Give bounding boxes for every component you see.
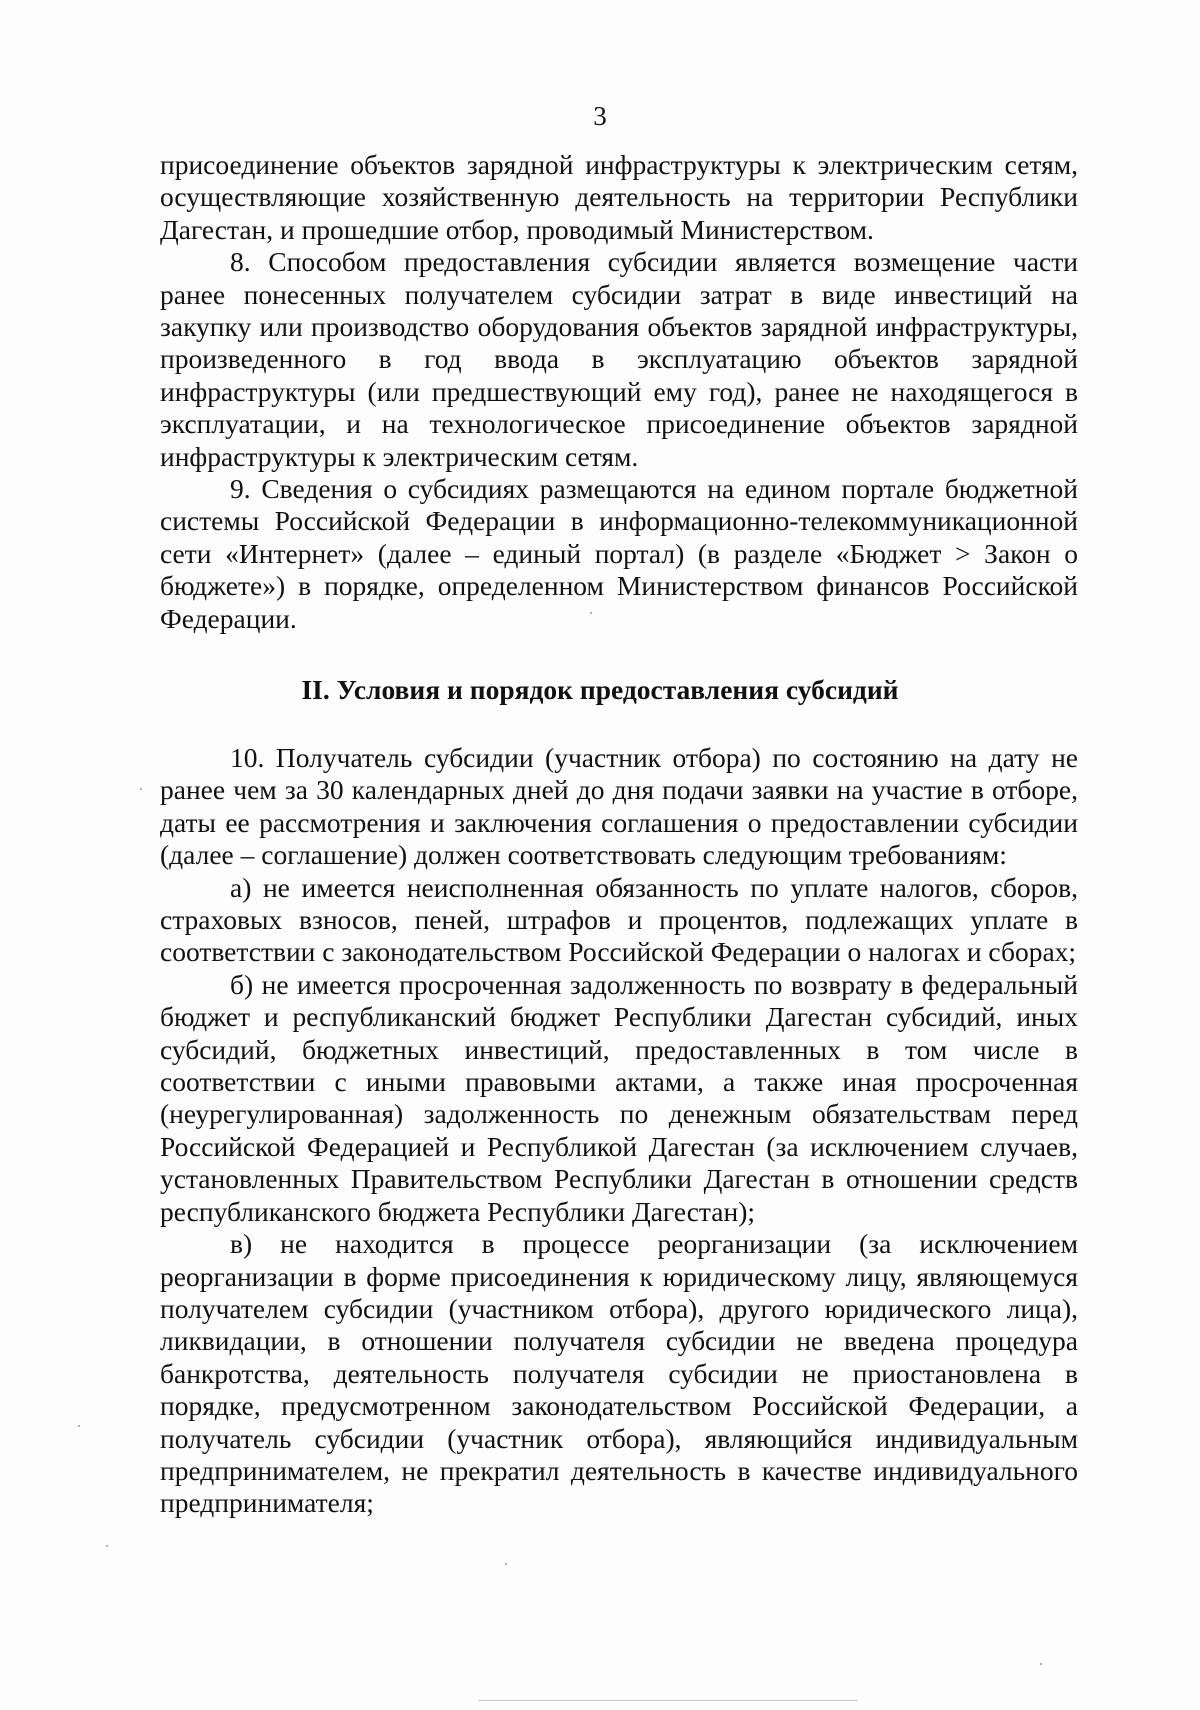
scan-speck bbox=[106, 1545, 108, 1547]
paragraph-10a: а) не имеется неисполненная обязанность по уплате налогов, сборов, страховых взносов, пеней, штрафов и процентов, подлежащих уплате в соответствии с законодательством Российской Федерации о налогах и сборах; bbox=[160, 871, 1078, 968]
section-heading: II. Условия и порядок предоставления субсидий bbox=[301, 674, 899, 705]
scan-speck bbox=[505, 1563, 507, 1565]
scan-speck bbox=[140, 788, 142, 790]
paragraph-8: 8. Способом предоставления субсидии является возмещение части ранее понесенных получателем субсидии затрат в виде инвестиций на закупку или производство оборудования объектов зарядной инфраструктуры, произведенного в год ввода в эксплуатацию объектов зарядной инфраструктуры (или предшествующий ему год), ранее не находящегося в эксплуатации, и на технологическое присоединение объектов зарядной инфраструктуры к электрическим сетям. bbox=[160, 246, 1078, 472]
scan-speck bbox=[590, 612, 592, 614]
paragraph-10b: б) не имеется просроченная задолженность по возврату в федеральный бюджет и республиканский бюджет Республики Дагестан субсидий, иных субсидий, бюджетных инвестиций, предоставленных в том числе в соответствии с иными правовыми актами, а также иная просроченная (неурегулированная) задолженность по денежным обязательствам перед Российской Федерацией и Республикой Дагестан (за исключением случаев, установленных Правительством Республики Дагестан в отношении средств республиканского бюджета Республики Дагестан); bbox=[160, 968, 1078, 1227]
scan-speck bbox=[78, 1425, 80, 1427]
scan-speck bbox=[1040, 1663, 1042, 1665]
paragraph-10v: в) не находится в процессе реорганизации (за исключением реорганизации в форме присоединения к юридическому лицу, являющемуся получателем субсидии (участником отбора), другого юридического лица), ликвидации, в отношении получателя субсидии не введена процедура банкротства, деятельность получателя субсидии не приостановлена в порядке, предусмотренном законодательством Российской Федерации, а получатель субсидии (участник отбора), являющийся индивидуальным предпринимателем, не прекратил деятельность в качестве индивидуального предпринимателя; bbox=[160, 1228, 1078, 1519]
page-number: 3 bbox=[593, 101, 607, 131]
paragraph-9: 9. Сведения о субсидиях размещаются на едином портале бюджетной системы Российской Федерации в информационно-телекоммуникационной сети «Интернет» (далее – единый портал) (в разделе «Бюджет > Закон о бюджете») в порядке, определенном Министерством финансов Российской Федерации. bbox=[160, 473, 1078, 634]
paragraph-10: 10. Получатель субсидии (участник отбора) по состоянию на дату не ранее чем за 30 календарных дней до дня подачи заявки на участие в отборе, даты ее рассмотрения и заключения соглашения о предоставлении субсидии (далее – соглашение) должен соответствовать следующим требованиям: bbox=[160, 742, 1078, 871]
text-block-before-heading bbox=[160, 149, 1078, 635]
paragraph-continuation: присоединение объектов зарядной инфраструктуры к электрическим сетям, осуществляющие хозяйственную деятельность на территории Республики Дагестан, и прошедшие отбор, проводимый Министерством. bbox=[160, 149, 1078, 245]
scan-edge-line bbox=[478, 1700, 858, 1701]
text-block-after-heading bbox=[160, 742, 1078, 1520]
